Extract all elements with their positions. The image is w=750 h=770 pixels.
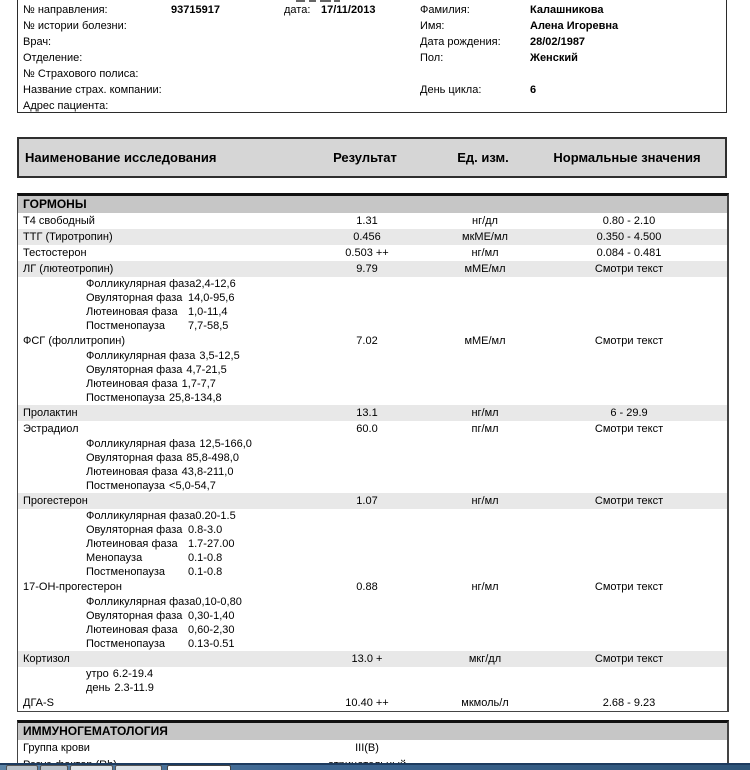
test-name: Т4 свободный [23, 215, 95, 227]
sheet-tab-active[interactable] [167, 765, 231, 770]
info-row [23, 50, 375, 66]
reference-label: Менопауза [86, 552, 143, 564]
info-row [420, 66, 618, 82]
reference-range: 25,8-134,8 [169, 392, 222, 404]
reference-range: 1,0-11,4 [188, 306, 228, 318]
test-name: ТТГ (Тиротропин) [23, 231, 113, 243]
table-column-headers [17, 137, 727, 178]
result-value: 60.0 [356, 423, 378, 435]
reference-label: Овуляторная фаза [86, 610, 183, 622]
unit-value: мкМЕ/мл [462, 231, 508, 243]
reference-range: 0.1-0.8 [188, 566, 223, 578]
info-row [420, 18, 618, 34]
norm-value: Смотри текст [594, 335, 664, 347]
unit-value: мМЕ/мл [464, 335, 506, 347]
sheet-tab[interactable] [40, 765, 68, 770]
reference-label: Постменопауза [86, 566, 166, 578]
bottom-window-strip [0, 763, 750, 770]
row-spacer [720, 405, 727, 421]
reference-subrow [18, 319, 727, 333]
info-value [171, 66, 284, 82]
info-label: № Страхового полиса: [23, 68, 139, 80]
reference-range: 6.2-19.4 [112, 668, 154, 680]
result-value: 7.02 [356, 335, 378, 347]
reference-subrow [18, 291, 727, 305]
row-spacer [720, 229, 727, 245]
reference-subrow [18, 509, 727, 523]
info-label: Дата рождения: [420, 36, 501, 48]
unit-value: нг/мл [471, 247, 499, 259]
test-row [18, 695, 727, 711]
info-row [420, 50, 618, 66]
unit-value: нг/мл [471, 495, 499, 507]
info-label: № направления: [23, 4, 108, 16]
result-value: 0.503 ++ [345, 247, 389, 259]
info-label: Название страх. компании: [23, 84, 162, 96]
unit-value: нг/мл [471, 581, 499, 593]
reference-subrow [18, 437, 727, 451]
reference-subrow [18, 595, 727, 609]
norm-value: Смотри текст [594, 423, 664, 435]
reference-subrow [18, 465, 727, 479]
result-value: 1.31 [356, 215, 378, 227]
reference-label: Овуляторная фаза [86, 364, 183, 376]
test-name: Кортизол [23, 653, 70, 665]
test-name: 17-ОН-прогестерон [23, 581, 122, 593]
reference-subrow [18, 637, 727, 651]
info-label: Врач: [23, 36, 52, 48]
reference-subrow [18, 349, 727, 363]
reference-subrow [18, 363, 727, 377]
column-header-norm: Нормальные значения [553, 150, 701, 165]
info-value [171, 18, 284, 34]
test-name: Группа крови [23, 742, 90, 754]
reference-subrow [18, 551, 727, 565]
reference-range: 2,4-12,6 [195, 278, 236, 290]
reference-range: 0.1-0.8 [188, 552, 223, 564]
info-label: Адрес пациента: [23, 100, 109, 112]
column-header-result: Результат [333, 150, 397, 165]
reference-range: 1,7-7,7 [181, 378, 216, 390]
unit-value: мкг/дл [468, 653, 502, 665]
info-date-label: дата: [284, 4, 311, 16]
reference-label: Постменопауза [86, 638, 166, 650]
reference-label: Овуляторная фаза [86, 292, 183, 304]
reference-subrow [18, 451, 727, 465]
section-header: ГОРМОНЫ [18, 196, 727, 213]
reference-range: 7,7-58,5 [188, 320, 229, 332]
norm-value: Смотри текст [594, 495, 664, 507]
patient-info-right [420, 2, 618, 98]
test-name: ДГА-S [23, 697, 55, 709]
sheet-tab[interactable] [70, 765, 113, 770]
reference-subrow [18, 479, 727, 493]
info-value: Алена Игоревна [530, 20, 619, 32]
info-value: 28/02/1987 [530, 36, 586, 48]
reference-label: Постменопауза [86, 480, 166, 492]
unit-value: нг/дл [472, 215, 498, 227]
results-table-hormones [17, 193, 729, 712]
reference-range: 85,8-498,0 [186, 452, 239, 464]
test-row [18, 213, 727, 229]
norm-value: 0.80 - 2.10 [602, 215, 656, 227]
info-row [23, 34, 375, 50]
unit-value: мкмоль/л [461, 697, 509, 709]
reference-subrow [18, 377, 727, 391]
test-name: Прогестерон [23, 495, 88, 507]
reference-subrow [18, 623, 727, 637]
info-value: 93715917 [171, 4, 220, 16]
norm-value: Смотри текст [594, 263, 664, 275]
test-row [18, 651, 727, 667]
info-value: 6 [530, 84, 537, 96]
info-label: День цикла: [420, 84, 482, 96]
row-spacer [720, 213, 727, 229]
reference-label: Овуляторная фаза [86, 524, 183, 536]
result-value: 13.1 [356, 407, 378, 419]
reference-subrow [18, 277, 727, 291]
info-row [420, 2, 618, 18]
norm-value: 0.350 - 4.500 [596, 231, 662, 243]
info-value [171, 82, 284, 98]
row-spacer [720, 695, 727, 711]
info-row [23, 98, 375, 114]
row-spacer [720, 245, 727, 261]
test-name: Эстрадиол [23, 423, 79, 435]
norm-value [538, 740, 720, 757]
reference-label: Лютеиновая фаза [86, 306, 178, 318]
reference-range: 0,60-2,30 [188, 624, 235, 636]
test-row [18, 261, 727, 277]
info-row [23, 2, 375, 18]
test-row [18, 229, 727, 245]
row-spacer [720, 740, 727, 757]
result-value: 13.0 + [351, 653, 383, 665]
reference-label: Лютеиновая фаза [86, 466, 178, 478]
reference-subrow [18, 305, 727, 319]
norm-value: Смотри текст [594, 581, 664, 593]
result-value: 0.88 [356, 581, 378, 593]
info-row [23, 18, 375, 34]
reference-label: Постменопауза [86, 392, 166, 404]
reference-range: 0,10-0,80 [195, 596, 242, 608]
unit-value [432, 740, 538, 757]
reference-label: Фолликулярная фаза [86, 278, 196, 290]
info-value [171, 50, 284, 66]
patient-info-left [23, 2, 375, 114]
patient-info-box [17, 0, 727, 113]
reference-label: Фолликулярная фаза [86, 510, 196, 522]
reference-label: утро [86, 668, 109, 680]
test-name: Пролактин [23, 407, 78, 419]
reference-subrow [18, 391, 727, 405]
row-spacer [720, 421, 727, 437]
reference-label: Лютеиновая фаза [86, 538, 178, 550]
test-row [18, 333, 727, 349]
info-value [171, 34, 284, 50]
reference-subrow [18, 609, 727, 623]
row-spacer [720, 651, 727, 667]
test-row [18, 740, 727, 757]
reference-label: Лютеиновая фаза [86, 624, 178, 636]
reference-label: Овуляторная фаза [86, 452, 183, 464]
row-spacer [720, 333, 727, 349]
info-label: Имя: [420, 20, 445, 32]
result-value: 0.456 [353, 231, 381, 243]
info-row [420, 34, 618, 50]
reference-label: Фолликулярная фаза [86, 596, 196, 608]
reference-label: Постменопауза [86, 320, 166, 332]
reference-range: 4,7-21,5 [186, 364, 227, 376]
reference-label: Фолликулярная фаза [86, 350, 196, 362]
result-value: 9.79 [356, 263, 378, 275]
reference-label: Фолликулярная фаза [86, 438, 196, 450]
test-row [18, 245, 727, 261]
reference-subrow [18, 565, 727, 579]
unit-value: мМЕ/мл [464, 263, 506, 275]
unit-value: пг/мл [471, 423, 499, 435]
sheet-tab[interactable] [115, 765, 162, 770]
reference-label: Лютеиновая фаза [86, 378, 178, 390]
reference-range: 1.7-27.00 [188, 538, 235, 550]
norm-value: 2.68 - 9.23 [602, 697, 656, 709]
info-row [23, 66, 375, 82]
reference-range: 0,30-1,40 [188, 610, 235, 622]
unit-value: нг/мл [471, 407, 499, 419]
reference-subrow [18, 523, 727, 537]
norm-value: Смотри текст [594, 653, 664, 665]
info-value [171, 98, 284, 114]
info-row [420, 82, 618, 98]
result-value: 1.07 [356, 495, 378, 507]
norm-value: 0.084 - 0.481 [596, 247, 662, 259]
reference-range: 2.3-11.9 [114, 682, 154, 694]
result-value: III(B) [355, 742, 379, 754]
info-label: Пол: [420, 52, 444, 64]
test-row [18, 421, 727, 437]
reference-range: 0.13-0.51 [188, 638, 235, 650]
reference-range: 0.8-3.0 [188, 524, 223, 536]
reference-range: 12,5-166,0 [199, 438, 252, 450]
info-label: № истории болезни: [23, 20, 127, 32]
row-spacer [720, 493, 727, 509]
reference-range: 3,5-12,5 [199, 350, 240, 362]
test-name: Тестостерон [23, 247, 87, 259]
norm-value: 6 - 29.9 [610, 407, 648, 419]
test-row [18, 579, 727, 595]
column-header-name: Наименование исследования [25, 150, 217, 165]
reference-range: 0.20-1.5 [195, 510, 236, 522]
test-row [18, 493, 727, 509]
reference-subrow [18, 681, 727, 695]
reference-range: 14,0-95,6 [188, 292, 235, 304]
row-spacer [720, 261, 727, 277]
section-header: ИММУНОГЕМАТОЛОГИЯ [18, 723, 727, 740]
reference-subrow [18, 667, 727, 681]
info-label [420, 66, 530, 82]
test-name: ФСГ (фоллитропин) [23, 335, 126, 347]
info-value: Женский [530, 52, 578, 64]
reference-range: 43,8-211,0 [181, 466, 234, 478]
info-label: Отделение: [23, 52, 83, 64]
test-row [18, 405, 727, 421]
test-name: ЛГ (лютеотропин) [23, 263, 114, 275]
info-value: Калашникова [530, 4, 604, 16]
reference-label: день [86, 682, 111, 694]
sheet-tab[interactable] [6, 765, 38, 770]
info-row [23, 82, 375, 98]
reference-range: <5,0-54,7 [169, 480, 216, 492]
column-header-unit: Ед. изм. [457, 150, 509, 165]
info-label: Фамилия: [420, 4, 470, 16]
info-date-value: 17/11/2013 [321, 4, 376, 16]
result-value: 10.40 ++ [345, 697, 389, 709]
reference-subrow [18, 537, 727, 551]
row-spacer [720, 579, 727, 595]
